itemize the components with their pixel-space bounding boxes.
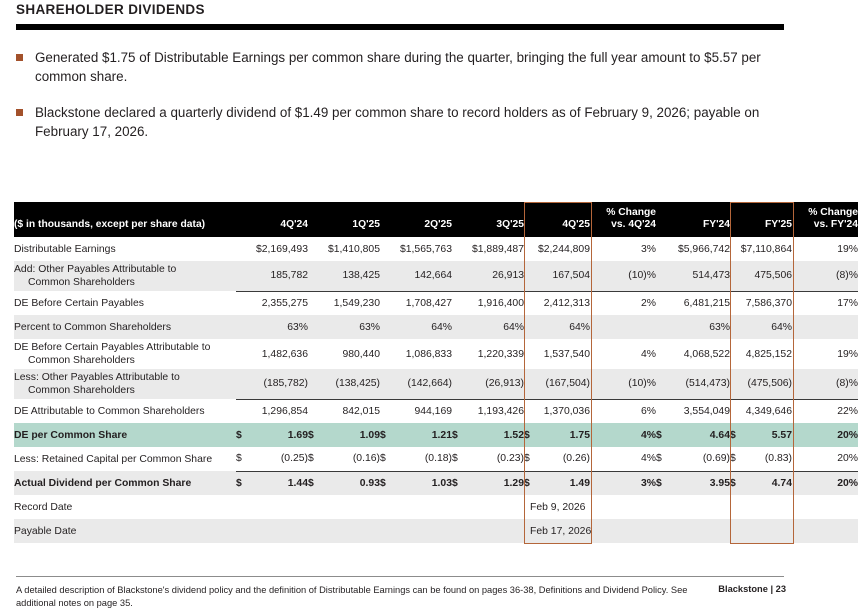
table-cell [590, 315, 656, 339]
cell-value: 514,473 [692, 270, 730, 282]
table-cell [792, 423, 858, 447]
cell-value: (26,913) [485, 378, 524, 390]
column-header-line2: 4Q'25 [562, 219, 590, 231]
cell-value: (10)% [628, 270, 656, 282]
column-header-change-vs-4q24 [590, 202, 656, 237]
table-cell [524, 315, 590, 339]
table-cell [452, 423, 524, 447]
cell-value: 22% [837, 405, 858, 417]
cell-value: 1,220,339 [477, 348, 524, 360]
currency-symbol: $ [656, 477, 662, 489]
table-cell [730, 399, 792, 423]
cell-value: 1.09 [359, 429, 380, 441]
cell-value: Feb 17, 2026 [530, 525, 592, 537]
table-cell [380, 369, 452, 399]
table-cell [590, 261, 656, 291]
cell-value: 2,412,313 [543, 297, 590, 309]
table-cell [792, 291, 858, 315]
cell-value: 4,068,522 [683, 348, 730, 360]
column-header-4q25 [524, 202, 590, 237]
cell-value: 1.03 [431, 477, 452, 489]
table-cell [590, 471, 656, 495]
cell-value: 64% [503, 321, 524, 333]
table-row [14, 471, 858, 495]
cell-value: 4.74 [771, 477, 792, 489]
cell-value: 17% [837, 297, 858, 309]
bullet-square-icon [16, 109, 23, 116]
cell-value: (185,782) [263, 378, 308, 390]
row-label [14, 315, 236, 339]
table-cell [656, 447, 730, 471]
table-cell [590, 495, 656, 519]
cell-value: 64% [431, 321, 452, 333]
table-cell [590, 447, 656, 471]
table-cell [236, 423, 308, 447]
cell-value: 64% [569, 321, 590, 333]
bullet-list [16, 48, 776, 158]
cell-value: 20% [837, 453, 858, 465]
table-cell [236, 471, 308, 495]
table-cell [308, 423, 380, 447]
cell-value: $5,966,742 [677, 243, 730, 255]
table-cell [236, 369, 308, 399]
table-cell [524, 495, 590, 519]
row-label-line1: Payable Date [14, 525, 77, 537]
cell-value: 3% [640, 477, 656, 489]
row-label [14, 291, 236, 315]
row-label-line1: Less: Other Payables Attributable to [14, 372, 180, 383]
table-row [14, 339, 858, 369]
row-label [14, 423, 236, 447]
table-cell [656, 291, 730, 315]
table-cell [524, 339, 590, 369]
cell-value: 4% [640, 453, 656, 465]
row-label-line1: Add: Other Payables Attributable to [14, 264, 177, 275]
row-label-line1: Less: Retained Capital per Common Share [14, 453, 213, 465]
row-label [14, 399, 236, 423]
cell-value: 6,481,215 [683, 297, 730, 309]
table-row [14, 423, 858, 447]
table-row [14, 315, 858, 339]
column-header-line1: % Change [606, 206, 656, 218]
cell-value: 2,355,275 [261, 297, 308, 309]
row-label [14, 261, 236, 291]
currency-symbol: $ [730, 429, 736, 441]
table-cell [656, 495, 730, 519]
currency-symbol: $ [308, 429, 314, 441]
cell-value: $2,244,809 [537, 243, 590, 255]
table-cell [380, 399, 452, 423]
cell-value: 185,782 [270, 270, 308, 282]
list-item [16, 103, 776, 142]
cell-value: (8)% [836, 378, 858, 390]
cell-value: (0.23) [496, 453, 524, 465]
cell-value: (138,425) [335, 378, 380, 390]
cell-value: $1,565,763 [399, 243, 452, 255]
table-cell [656, 369, 730, 399]
header-row [14, 202, 858, 237]
row-label-line1: DE Attributable to Common Shareholders [14, 405, 205, 417]
column-header-line2: 2Q'25 [424, 219, 452, 231]
currency-symbol: $ [452, 453, 458, 465]
table-cell [656, 261, 730, 291]
cell-value: 475,506 [754, 270, 792, 282]
table-row [14, 261, 858, 291]
table-cell [730, 447, 792, 471]
column-header-line1: % Change [808, 206, 858, 218]
table-cell [236, 495, 308, 519]
table-cell [590, 291, 656, 315]
table-cell [590, 519, 656, 543]
cell-value: 0.93 [359, 477, 380, 489]
table-cell [524, 369, 590, 399]
column-header-line2: FY'25 [764, 219, 792, 231]
row-label-line1: Record Date [14, 501, 73, 513]
cell-value: Feb 9, 2026 [530, 501, 586, 513]
table-cell [380, 423, 452, 447]
cell-value: 63% [287, 321, 308, 333]
table-cell [380, 315, 452, 339]
table-cell [308, 447, 380, 471]
cell-value: 1.69 [287, 429, 308, 441]
cell-value: (8)% [836, 270, 858, 282]
table-cell [380, 237, 452, 261]
table-cell [236, 291, 308, 315]
table-cell [452, 291, 524, 315]
currency-symbol: $ [524, 477, 530, 489]
cell-value: (0.16) [352, 453, 380, 465]
cell-value: 1.52 [503, 429, 524, 441]
table-cell [792, 471, 858, 495]
currency-symbol: $ [236, 453, 242, 465]
cell-value: (514,473) [685, 378, 730, 390]
cell-value: 5.57 [771, 429, 792, 441]
table-cell [730, 423, 792, 447]
table-cell [792, 399, 858, 423]
table-cell [236, 261, 308, 291]
table-cell [308, 237, 380, 261]
column-header-line2: vs. FY'24 [813, 219, 858, 231]
cell-value: 1.49 [569, 477, 590, 489]
table-cell [308, 519, 380, 543]
table-cell [236, 339, 308, 369]
cell-value: 1,482,636 [261, 348, 308, 360]
cell-value: 944,169 [414, 405, 452, 417]
currency-symbol: $ [308, 477, 314, 489]
column-header-fy25 [730, 202, 792, 237]
table-cell [792, 237, 858, 261]
cell-value: 1,086,833 [405, 348, 452, 360]
table-row [14, 519, 858, 543]
table-cell [730, 339, 792, 369]
bullet-text: Blackstone declared a quarterly dividend of $1.49 per common share to record holders as of February 9, 2026; payable on February 17, 2026. [35, 104, 760, 140]
cell-value: 1.75 [569, 429, 590, 441]
table-cell [524, 519, 590, 543]
cell-value: (10)% [628, 378, 656, 390]
table-row [14, 237, 858, 261]
footnote-line-1: A detailed description of Blackstone's dividend policy and the definition of Distributable Earnings can be found on pages 36-38, Definitions and Dividend Policy. [16, 585, 669, 595]
table-cell [308, 315, 380, 339]
row-label-line1: DE Before Certain Payables [14, 297, 144, 309]
table-cell [792, 315, 858, 339]
table-row [14, 399, 858, 423]
table-cell [730, 495, 792, 519]
table-row [14, 447, 858, 471]
cell-value: (0.83) [764, 453, 792, 465]
column-header-line2: FY'24 [702, 219, 730, 231]
table-cell [590, 399, 656, 423]
table-row [14, 495, 858, 519]
bullet-text: Generated $1.75 of Distributable Earnings per common share during the quarter, bringing the full year amount to $5.57 per common share. [35, 50, 761, 85]
table-cell [656, 315, 730, 339]
currency-symbol: $ [380, 477, 386, 489]
table-cell [452, 315, 524, 339]
currency-symbol: $ [236, 477, 242, 489]
table-cell [524, 447, 590, 471]
column-header-2q25 [380, 202, 452, 237]
cell-value: 1,537,540 [543, 348, 590, 360]
cell-value: (0.25) [280, 453, 308, 465]
currency-symbol: $ [730, 453, 736, 465]
table-cell [236, 519, 308, 543]
cell-value: 2% [640, 297, 656, 309]
row-label-line1: DE per Common Share [14, 429, 128, 441]
table-header [14, 202, 858, 237]
cell-value: $2,169,493 [255, 243, 308, 255]
table-cell [452, 339, 524, 369]
table-cell [236, 447, 308, 471]
table-cell [452, 471, 524, 495]
table-cell [380, 447, 452, 471]
cell-value: 20% [837, 477, 858, 489]
table-cell [452, 261, 524, 291]
table-cell [730, 471, 792, 495]
cell-value: (0.69) [702, 453, 730, 465]
cell-value: 20% [837, 429, 858, 441]
table-cell [730, 237, 792, 261]
table-cell [452, 399, 524, 423]
table-cell [380, 291, 452, 315]
table-cell [452, 369, 524, 399]
dividends-table [14, 202, 858, 543]
table-cell [792, 495, 858, 519]
column-header-line2: vs. 4Q'24 [611, 219, 656, 231]
row-label [14, 447, 236, 471]
row-label [14, 339, 236, 369]
table-cell [308, 339, 380, 369]
table-cell [792, 519, 858, 543]
cell-value: 4,349,646 [745, 405, 792, 417]
page-title: SHAREHOLDER DIVIDENDS [16, 2, 205, 17]
cell-value: 1.44 [287, 477, 308, 489]
currency-symbol: $ [236, 429, 242, 441]
row-label [14, 369, 236, 399]
currency-symbol: $ [380, 453, 386, 465]
cell-value: 64% [771, 321, 792, 333]
cell-value: 26,913 [492, 270, 524, 282]
bullet-square-icon [16, 54, 23, 61]
table-cell [524, 399, 590, 423]
cell-value: 3.95 [709, 477, 730, 489]
column-header-label [14, 202, 236, 237]
cell-value: 980,440 [342, 348, 380, 360]
row-label-line2: Common Shareholders [28, 355, 135, 366]
row-label [14, 519, 236, 543]
cell-value: 4% [640, 348, 656, 360]
table-cell [452, 495, 524, 519]
cell-value: 6% [640, 405, 656, 417]
cell-value: 1,193,426 [477, 405, 524, 417]
column-header-change-vs-fy24 [792, 202, 858, 237]
cell-value: 1,549,230 [333, 297, 380, 309]
row-label-line1: DE Before Certain Payables Attributable to [14, 342, 211, 353]
table-cell [524, 423, 590, 447]
currency-symbol: $ [452, 429, 458, 441]
cell-value: 19% [837, 243, 858, 255]
table-cell [524, 291, 590, 315]
table-cell [380, 261, 452, 291]
currency-symbol: $ [656, 453, 662, 465]
cell-value: 63% [359, 321, 380, 333]
table-cell [792, 369, 858, 399]
row-label [14, 495, 236, 519]
table-cell [380, 471, 452, 495]
cell-value: 142,664 [414, 270, 452, 282]
cell-value: 63% [709, 321, 730, 333]
column-header-4q24 [236, 202, 308, 237]
cell-value: 19% [837, 348, 858, 360]
table-cell [590, 369, 656, 399]
page-number: Blackstone | 23 [718, 584, 786, 594]
table-cell [380, 339, 452, 369]
row-label-line2: Common Shareholders [28, 385, 135, 396]
cell-value: 1.21 [431, 429, 452, 441]
table-cell [452, 519, 524, 543]
cell-value: (0.18) [424, 453, 452, 465]
table-cell [656, 339, 730, 369]
currency-symbol: $ [380, 429, 386, 441]
footnote [16, 584, 706, 611]
table-cell [524, 471, 590, 495]
currency-symbol: $ [308, 453, 314, 465]
row-label-line1: Percent to Common Shareholders [14, 321, 172, 333]
table-cell [656, 423, 730, 447]
cell-value: 1,296,854 [261, 405, 308, 417]
table-cell [236, 237, 308, 261]
table-cell [308, 471, 380, 495]
currency-symbol: $ [452, 477, 458, 489]
table-cell [308, 261, 380, 291]
table-cell [730, 291, 792, 315]
cell-value: $7,110,864 [740, 243, 792, 255]
table-cell [308, 291, 380, 315]
table-cell [656, 237, 730, 261]
title-divider [16, 24, 784, 30]
currency-symbol: $ [656, 429, 662, 441]
table-cell [452, 447, 524, 471]
cell-value: 842,015 [342, 405, 380, 417]
list-item [16, 48, 776, 87]
table-cell [590, 339, 656, 369]
cell-value: 1,916,400 [477, 297, 524, 309]
table-row [14, 291, 858, 315]
column-header-line2: 3Q'25 [496, 219, 524, 231]
table-cell [380, 519, 452, 543]
currency-symbol: $ [524, 453, 530, 465]
cell-value: 1,708,427 [405, 297, 452, 309]
row-label [14, 471, 236, 495]
table-cell [730, 261, 792, 291]
table-cell [524, 237, 590, 261]
table-cell [656, 399, 730, 423]
footer-divider [16, 576, 784, 577]
cell-value: 1.29 [503, 477, 524, 489]
cell-value: 4% [640, 429, 656, 441]
table-cell [236, 315, 308, 339]
footnote-line-2: See additional notes on page 35. [16, 585, 688, 609]
row-label-line1: Actual Dividend per Common Share [14, 477, 192, 489]
row-label-line1: Distributable Earnings [14, 243, 116, 255]
table-cell [656, 519, 730, 543]
column-header-fy24 [656, 202, 730, 237]
currency-symbol: $ [524, 429, 530, 441]
table-cell [236, 399, 308, 423]
table-cell [730, 519, 792, 543]
column-header-line2: 1Q'25 [352, 219, 380, 231]
column-header-line2: 4Q'24 [280, 219, 308, 231]
cell-value: 4,825,152 [745, 348, 792, 360]
column-header-3q25 [452, 202, 524, 237]
cell-value: 138,425 [342, 270, 380, 282]
table-cell [656, 471, 730, 495]
table-row [14, 369, 858, 399]
table-cell [524, 261, 590, 291]
table-cell [792, 261, 858, 291]
cell-value: 7,586,370 [745, 297, 792, 309]
cell-value: 3% [640, 243, 656, 255]
table-cell [730, 315, 792, 339]
cell-value: (167,504) [545, 378, 590, 390]
table-cell [308, 369, 380, 399]
cell-value: 1,370,036 [543, 405, 590, 417]
table-cell [380, 495, 452, 519]
table-cell [792, 447, 858, 471]
cell-value: $1,410,805 [327, 243, 380, 255]
cell-value: (142,664) [407, 378, 452, 390]
table-body [14, 237, 858, 543]
table-cell [792, 339, 858, 369]
table-cell [308, 495, 380, 519]
currency-symbol: $ [730, 477, 736, 489]
table-cell [730, 369, 792, 399]
cell-value: (475,506) [747, 378, 792, 390]
cell-value: 167,504 [552, 270, 590, 282]
cell-value: 4.64 [709, 429, 730, 441]
table-cell [308, 399, 380, 423]
column-header-1q25 [308, 202, 380, 237]
table-cell [590, 423, 656, 447]
table-cell [590, 237, 656, 261]
row-label-line2: Common Shareholders [28, 277, 135, 288]
row-label [14, 237, 236, 261]
cell-value: $1,889,487 [471, 243, 524, 255]
column-header-line2: ($ in thousands, except per share data) [14, 219, 206, 231]
dividends-table-container [14, 202, 858, 543]
cell-value: 3,554,049 [683, 405, 730, 417]
cell-value: (0.26) [562, 453, 590, 465]
table-cell [452, 237, 524, 261]
